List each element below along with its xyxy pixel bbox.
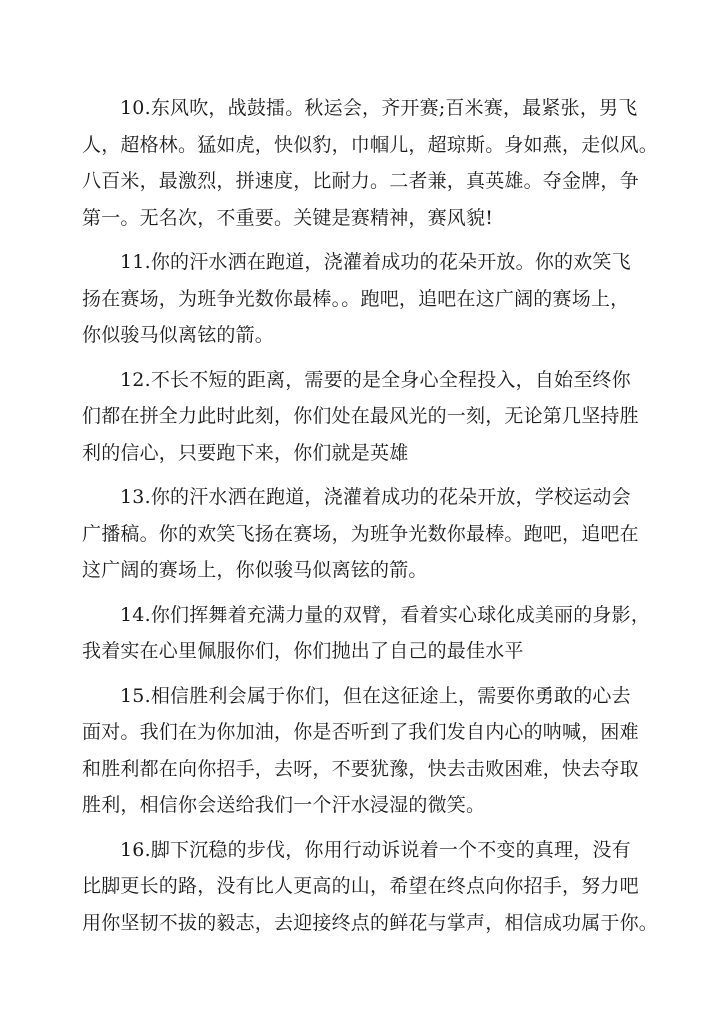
paragraph-line: 13.你的汗水洒在跑道，浇灌着成功的花朵开放，学校运动会 (120, 486, 631, 508)
paragraph-line: 你似骏马似离铉的箭。 (82, 324, 275, 346)
paragraph-line: 这广阔的赛场上，你似骏马似离铉的箭。 (82, 559, 428, 581)
paragraph-line: 扬在赛场，为班争光数你最棒。。跑吧，追吧在这广阔的赛场上， (82, 287, 630, 310)
paragraph-line: 八百米，最激烈，拼速度，比耐力。二者兼，真英雄。夺金牌，争 (82, 170, 639, 192)
paragraph-line: 用你坚韧不拔的毅志，去迎接终点的鲜花与掌声，相信成功属于你。 (82, 911, 659, 934)
paragraph-16 (82, 832, 667, 942)
paragraph-line: 广播稿。你的欢笑飞扬在赛场，为班争光数你最棒。跑吧，追吧在 (82, 522, 639, 545)
paragraph-line: 人，超格林。猛如虎，快似豹，巾帼儿，超琼斯。身如燕，走似风。 (82, 133, 659, 156)
paragraph-line: 10.东风吹，战鼓擂。秋运会，齐开赛;百米赛，最紧张，男飞 (120, 97, 638, 119)
paragraph-14 (82, 597, 667, 670)
document-body (82, 90, 667, 949)
paragraph-15 (82, 678, 667, 824)
paragraph-line: 利的信心，只要跑下来，你们就是英雄 (82, 441, 409, 464)
paragraph-line: 我着实在心里佩服你们，你们抛出了自己的最佳水平 (82, 640, 524, 662)
paragraph-10 (82, 90, 667, 236)
paragraph-11 (82, 244, 667, 354)
paragraph-line: 15.相信胜利会属于你们，但在这征途上，需要你勇敢的心去 (120, 684, 631, 707)
paragraph-12 (82, 362, 667, 472)
paragraph-line: 胜利，相信你会送给我们一个汗水浸湿的微笑。 (82, 794, 486, 816)
paragraph-line: 11.你的汗水洒在跑道，浇灌着成功的花朵开放。你的欢笑飞 (120, 251, 631, 273)
paragraph-line: 12.不长不短的距离，需要的是全身心全程投入，自始至终你 (120, 368, 631, 391)
paragraph-line: 和胜利都在向你招手，去呀，不要犹豫，快去击败困难，快去夺取 (82, 757, 639, 780)
paragraph-line: 们都在拼全力此时此刻，你们处在最风光的一刻，无论第几坚持胜 (82, 405, 639, 427)
paragraph-line: 16.脚下沉稳的步伐，你用行动诉说着一个不变的真理，没有 (120, 838, 631, 861)
paragraph-line: 比脚更长的路，没有比人更高的山，希望在终点向你招手，努力吧 (82, 875, 639, 897)
paragraph-13 (82, 479, 667, 589)
paragraph-line: 第一。无名次，不重要。关键是赛精神，赛风貌! (82, 206, 494, 229)
paragraph-line: 14.你们挥舞着充满力量的双臂，看着实心球化成美丽的身影， (120, 603, 651, 626)
paragraph-line: 面对。我们在为你加油，你是否听到了我们发自内心的呐喊，困难 (82, 721, 639, 743)
